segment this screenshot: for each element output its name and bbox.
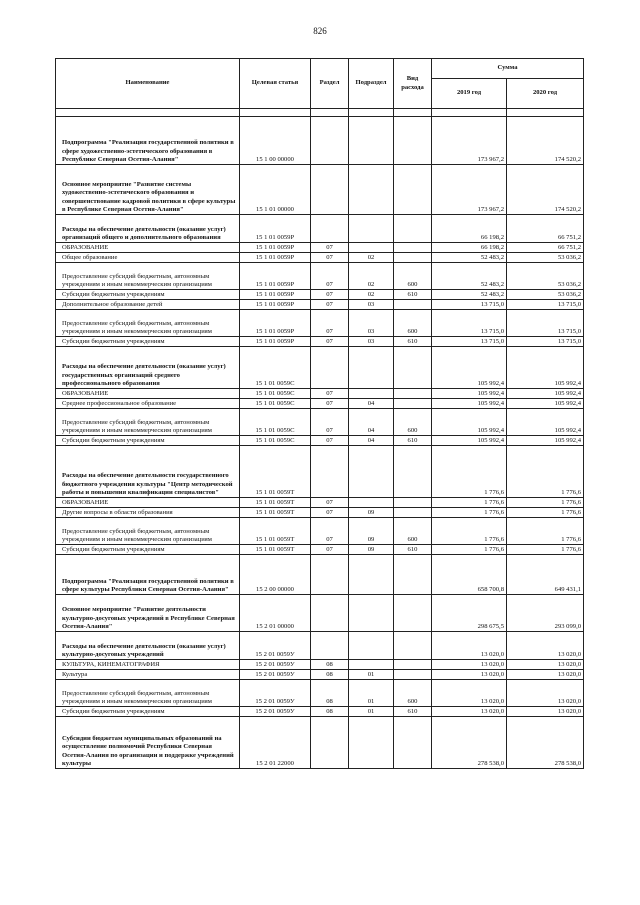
row-target: 15 1 01 0059Т [240,446,311,498]
row-value-2020: 1 776,6 [507,508,584,518]
row-kind: 600 [394,263,432,290]
row-value-2020: 105 992,4 [507,399,584,409]
row-value-2019: 298 675,5 [432,595,507,632]
row-name: Подпрограмма "Реализация государственной политики в сфере художественно-эстетического образования в Республике Северная Осетия-Алания" [56,117,240,165]
row-kind [394,253,432,263]
row-name: Дополнительное образование детей [56,300,240,310]
header-subsection: Подраздел [349,59,394,109]
row-section: 08 [311,660,349,670]
table-row [56,518,584,545]
row-section [311,165,349,215]
header-target: Целевая статья [240,59,311,109]
row-section: 07 [311,243,349,253]
table-row [56,263,584,290]
row-section: 07 [311,300,349,310]
header-2019: 2019 год [432,79,507,109]
row-name: Субсидии бюджетным учреждениям [56,290,240,300]
row-target: 15 1 00 00000 [240,117,311,165]
row-section: 07 [311,518,349,545]
table-row [56,508,584,518]
row-target: 15 1 01 0059Р [240,310,311,337]
row-kind [394,389,432,399]
row-value-2019: 13 020,0 [432,670,507,680]
table-row [56,555,584,595]
row-kind [394,399,432,409]
row-subsection: 01 [349,707,394,717]
row-target: 15 1 01 0059Т [240,508,311,518]
row-section [311,717,349,769]
row-target: 15 2 01 00000 [240,595,311,632]
row-target: 15 1 01 0059Р [240,337,311,347]
row-kind [394,660,432,670]
row-name: Предоставление субсидий бюджетным, автономным учреждениям и иным некоммерческим организациям [56,409,240,436]
row-kind: 610 [394,545,432,555]
row-target: 15 1 01 0059Р [240,243,311,253]
row-section [311,446,349,498]
row-value-2020: 174 520,2 [507,117,584,165]
row-section: 07 [311,545,349,555]
row-value-2019: 278 538,0 [432,717,507,769]
row-value-2019: 1 776,6 [432,545,507,555]
row-target: 15 1 01 0059С [240,347,311,389]
row-target: 15 1 01 0059Р [240,290,311,300]
row-kind [394,347,432,389]
row-target: 15 1 01 0059С [240,389,311,399]
row-name: Основное мероприятие "Развитие деятельности культурно-досуговых учреждений в Республике Северная Осетия-Алания" [56,595,240,632]
row-name: Субсидии бюджетным учреждениям [56,436,240,446]
table-row [56,545,584,555]
budget-table [55,58,584,769]
row-section: 08 [311,707,349,717]
page-number: 826 [313,26,327,36]
row-target: 15 2 01 0059У [240,670,311,680]
header-2020: 2020 год [507,79,584,109]
row-section: 07 [311,436,349,446]
row-subsection: 04 [349,436,394,446]
row-kind: 610 [394,436,432,446]
row-target: 15 2 01 0059У [240,707,311,717]
table-row [56,165,584,215]
row-value-2020: 293 099,0 [507,595,584,632]
row-name: Расходы на обеспечение деятельности (оказание услуг) культурно-досуговых учреждений [56,632,240,660]
row-kind [394,632,432,660]
row-kind: 600 [394,680,432,707]
table-row [56,399,584,409]
row-value-2019: 105 992,4 [432,389,507,399]
row-subsection: 02 [349,290,394,300]
row-value-2020: 13 020,0 [507,670,584,680]
row-target: 15 1 01 0059Т [240,545,311,555]
row-kind: 610 [394,707,432,717]
row-target: 15 2 01 0059У [240,660,311,670]
row-subsection: 03 [349,337,394,347]
row-target: 15 1 01 0059Т [240,498,311,508]
row-value-2020: 1 776,6 [507,498,584,508]
table-row [56,117,584,165]
row-value-2020: 53 036,2 [507,290,584,300]
header-name: Наименование [56,59,240,109]
row-kind [394,498,432,508]
row-target: 15 1 01 00000 [240,165,311,215]
row-value-2019: 52 483,2 [432,290,507,300]
header-section: Раздел [311,59,349,109]
row-name: Подпрограмма "Реализация государственной политики в сфере культуры Республики Северная Осетия-Алания" [56,555,240,595]
row-name: Расходы на обеспечение деятельности государственного бюджетного учреждения культуры "Центр методической работы и повышения квалификации специалистов" [56,446,240,498]
row-subsection [349,717,394,769]
row-value-2019: 52 483,2 [432,253,507,263]
row-value-2019: 105 992,4 [432,436,507,446]
row-section [311,215,349,243]
row-value-2019: 105 992,4 [432,347,507,389]
row-value-2020: 13 715,0 [507,337,584,347]
row-value-2020: 105 992,4 [507,347,584,389]
row-target: 15 1 01 0059Т [240,518,311,545]
table-row [56,253,584,263]
row-value-2020: 13 020,0 [507,632,584,660]
row-subsection: 02 [349,253,394,263]
row-name: Предоставление субсидий бюджетным, автономным учреждениям и иным некоммерческим организациям [56,310,240,337]
row-section [311,632,349,660]
table-row [56,498,584,508]
row-subsection: 03 [349,310,394,337]
row-value-2020: 1 776,6 [507,446,584,498]
row-section: 07 [311,409,349,436]
row-value-2020: 13 715,0 [507,310,584,337]
row-subsection [349,555,394,595]
row-value-2019: 52 483,2 [432,263,507,290]
row-target: 15 1 01 0059Р [240,300,311,310]
row-name: ОБРАЗОВАНИЕ [56,243,240,253]
row-value-2020: 13 020,0 [507,707,584,717]
row-value-2019: 1 776,6 [432,508,507,518]
row-subsection: 09 [349,545,394,555]
table-row [56,660,584,670]
row-kind [394,165,432,215]
row-kind [394,555,432,595]
row-subsection: 04 [349,399,394,409]
row-subsection: 01 [349,670,394,680]
row-subsection [349,498,394,508]
row-kind [394,215,432,243]
row-target: 15 2 01 0059У [240,632,311,660]
table-row [56,389,584,399]
table-row [56,595,584,632]
row-subsection: 09 [349,518,394,545]
row-name: Предоставление субсидий бюджетным, автономным учреждениям и иным некоммерческим организациям [56,518,240,545]
row-kind [394,595,432,632]
row-name: Другие вопросы в области образования [56,508,240,518]
row-name: Субсидии бюджетным учреждениям [56,707,240,717]
row-name: Предоставление субсидий бюджетным, автономным учреждениям и иным некоммерческим организациям [56,263,240,290]
row-kind [394,300,432,310]
row-kind [394,508,432,518]
row-value-2019: 173 967,2 [432,165,507,215]
table-row [56,670,584,680]
row-value-2020: 105 992,4 [507,389,584,399]
row-value-2019: 66 198,2 [432,215,507,243]
row-subsection [349,446,394,498]
header-sum: Сумма [432,59,584,79]
table-row [56,310,584,337]
row-subsection [349,243,394,253]
row-value-2019: 66 198,2 [432,243,507,253]
row-value-2020: 53 036,2 [507,263,584,290]
row-value-2019: 13 715,0 [432,300,507,310]
row-name: Предоставление субсидий бюджетным, автономным учреждениям и иным некоммерческим организациям [56,680,240,707]
row-name: ОБРАЗОВАНИЕ [56,389,240,399]
row-subsection: 02 [349,263,394,290]
row-value-2020: 649 431,1 [507,555,584,595]
row-value-2020: 13 020,0 [507,660,584,670]
row-value-2020: 278 538,0 [507,717,584,769]
row-name: Общее образование [56,253,240,263]
row-subsection [349,117,394,165]
row-value-2020: 174 520,2 [507,165,584,215]
row-value-2020: 1 776,6 [507,518,584,545]
row-value-2020: 66 751,2 [507,215,584,243]
row-name: Субсидии бюджетным учреждениям [56,545,240,555]
table-row [56,707,584,717]
row-kind [394,243,432,253]
row-subsection [349,660,394,670]
row-name: ОБРАЗОВАНИЕ [56,498,240,508]
row-target: 15 1 01 0059С [240,409,311,436]
table-row [56,632,584,660]
row-value-2020: 53 036,2 [507,253,584,263]
row-value-2019: 13 020,0 [432,632,507,660]
header-kind: Вид расхода [394,59,432,109]
row-section: 07 [311,263,349,290]
row-target: 15 2 00 00000 [240,555,311,595]
row-kind: 600 [394,518,432,545]
row-value-2019: 1 776,6 [432,498,507,508]
row-target: 15 1 01 0059Р [240,253,311,263]
row-value-2019: 13 715,0 [432,310,507,337]
row-name: Субсидии бюджетным учреждениям [56,337,240,347]
row-subsection: 03 [349,300,394,310]
table-row [56,446,584,498]
table-row [56,347,584,389]
row-section [311,347,349,389]
table-row [56,243,584,253]
row-name: Расходы на обеспечение деятельности (оказание услуг) государственных организаций среднего профессионального образования [56,347,240,389]
row-value-2020: 105 992,4 [507,436,584,446]
row-subsection: 09 [349,508,394,518]
row-value-2020: 13 715,0 [507,300,584,310]
row-value-2019: 13 020,0 [432,707,507,717]
table-row [56,717,584,769]
row-kind: 610 [394,337,432,347]
table-row [56,337,584,347]
row-value-2020: 1 776,6 [507,545,584,555]
row-value-2020: 13 020,0 [507,680,584,707]
row-kind: 600 [394,409,432,436]
row-value-2019: 1 776,6 [432,518,507,545]
row-subsection [349,347,394,389]
row-subsection [349,215,394,243]
row-name: КУЛЬТУРА, КИНЕМАТОГРАФИЯ [56,660,240,670]
row-value-2020: 105 992,4 [507,409,584,436]
row-target: 15 1 01 0059С [240,399,311,409]
row-section [311,117,349,165]
row-section: 07 [311,253,349,263]
row-name: Субсидии бюджетам муниципальных образований на осуществление полномочий Республики Северная Осетия-Алания по организации и поддержке учреждений культуры [56,717,240,769]
table-row [56,300,584,310]
row-kind [394,717,432,769]
row-value-2019: 13 020,0 [432,680,507,707]
row-kind: 610 [394,290,432,300]
row-section: 07 [311,337,349,347]
table-row [56,436,584,446]
row-section: 08 [311,680,349,707]
row-kind [394,446,432,498]
row-name: Основное мероприятие "Развитие системы художественно-эстетического образования и совершенствование кадровой политики в сфере культуры в Республике Северная Осетия-Алания" [56,165,240,215]
row-kind [394,117,432,165]
row-kind: 600 [394,310,432,337]
table-row [56,680,584,707]
row-target: 15 1 01 0059Р [240,215,311,243]
row-name: Культура [56,670,240,680]
table-row [56,215,584,243]
row-section: 07 [311,399,349,409]
row-section: 07 [311,389,349,399]
table-row [56,409,584,436]
row-section: 08 [311,670,349,680]
row-section: 07 [311,310,349,337]
row-value-2019: 1 776,6 [432,446,507,498]
row-name: Расходы на обеспечение деятельности (оказание услуг) организаций общего и дополнительного образования [56,215,240,243]
row-subsection [349,389,394,399]
row-value-2019: 105 992,4 [432,409,507,436]
row-subsection: 01 [349,680,394,707]
row-value-2019: 13 020,0 [432,660,507,670]
row-subsection [349,595,394,632]
row-subsection: 04 [349,409,394,436]
table-row [56,290,584,300]
row-target: 15 1 01 0059Р [240,263,311,290]
row-section: 07 [311,498,349,508]
row-subsection [349,632,394,660]
row-name: Среднее профессиональное образование [56,399,240,409]
row-value-2019: 658 700,8 [432,555,507,595]
row-value-2020: 66 751,2 [507,243,584,253]
row-section: 07 [311,508,349,518]
row-section [311,595,349,632]
row-kind [394,670,432,680]
row-target: 15 2 01 0059У [240,680,311,707]
row-value-2019: 173 967,2 [432,117,507,165]
row-target: 15 1 01 0059С [240,436,311,446]
row-value-2019: 13 715,0 [432,337,507,347]
row-section: 07 [311,290,349,300]
row-subsection [349,165,394,215]
row-target: 15 2 01 22000 [240,717,311,769]
row-value-2019: 105 992,4 [432,399,507,409]
row-section [311,555,349,595]
